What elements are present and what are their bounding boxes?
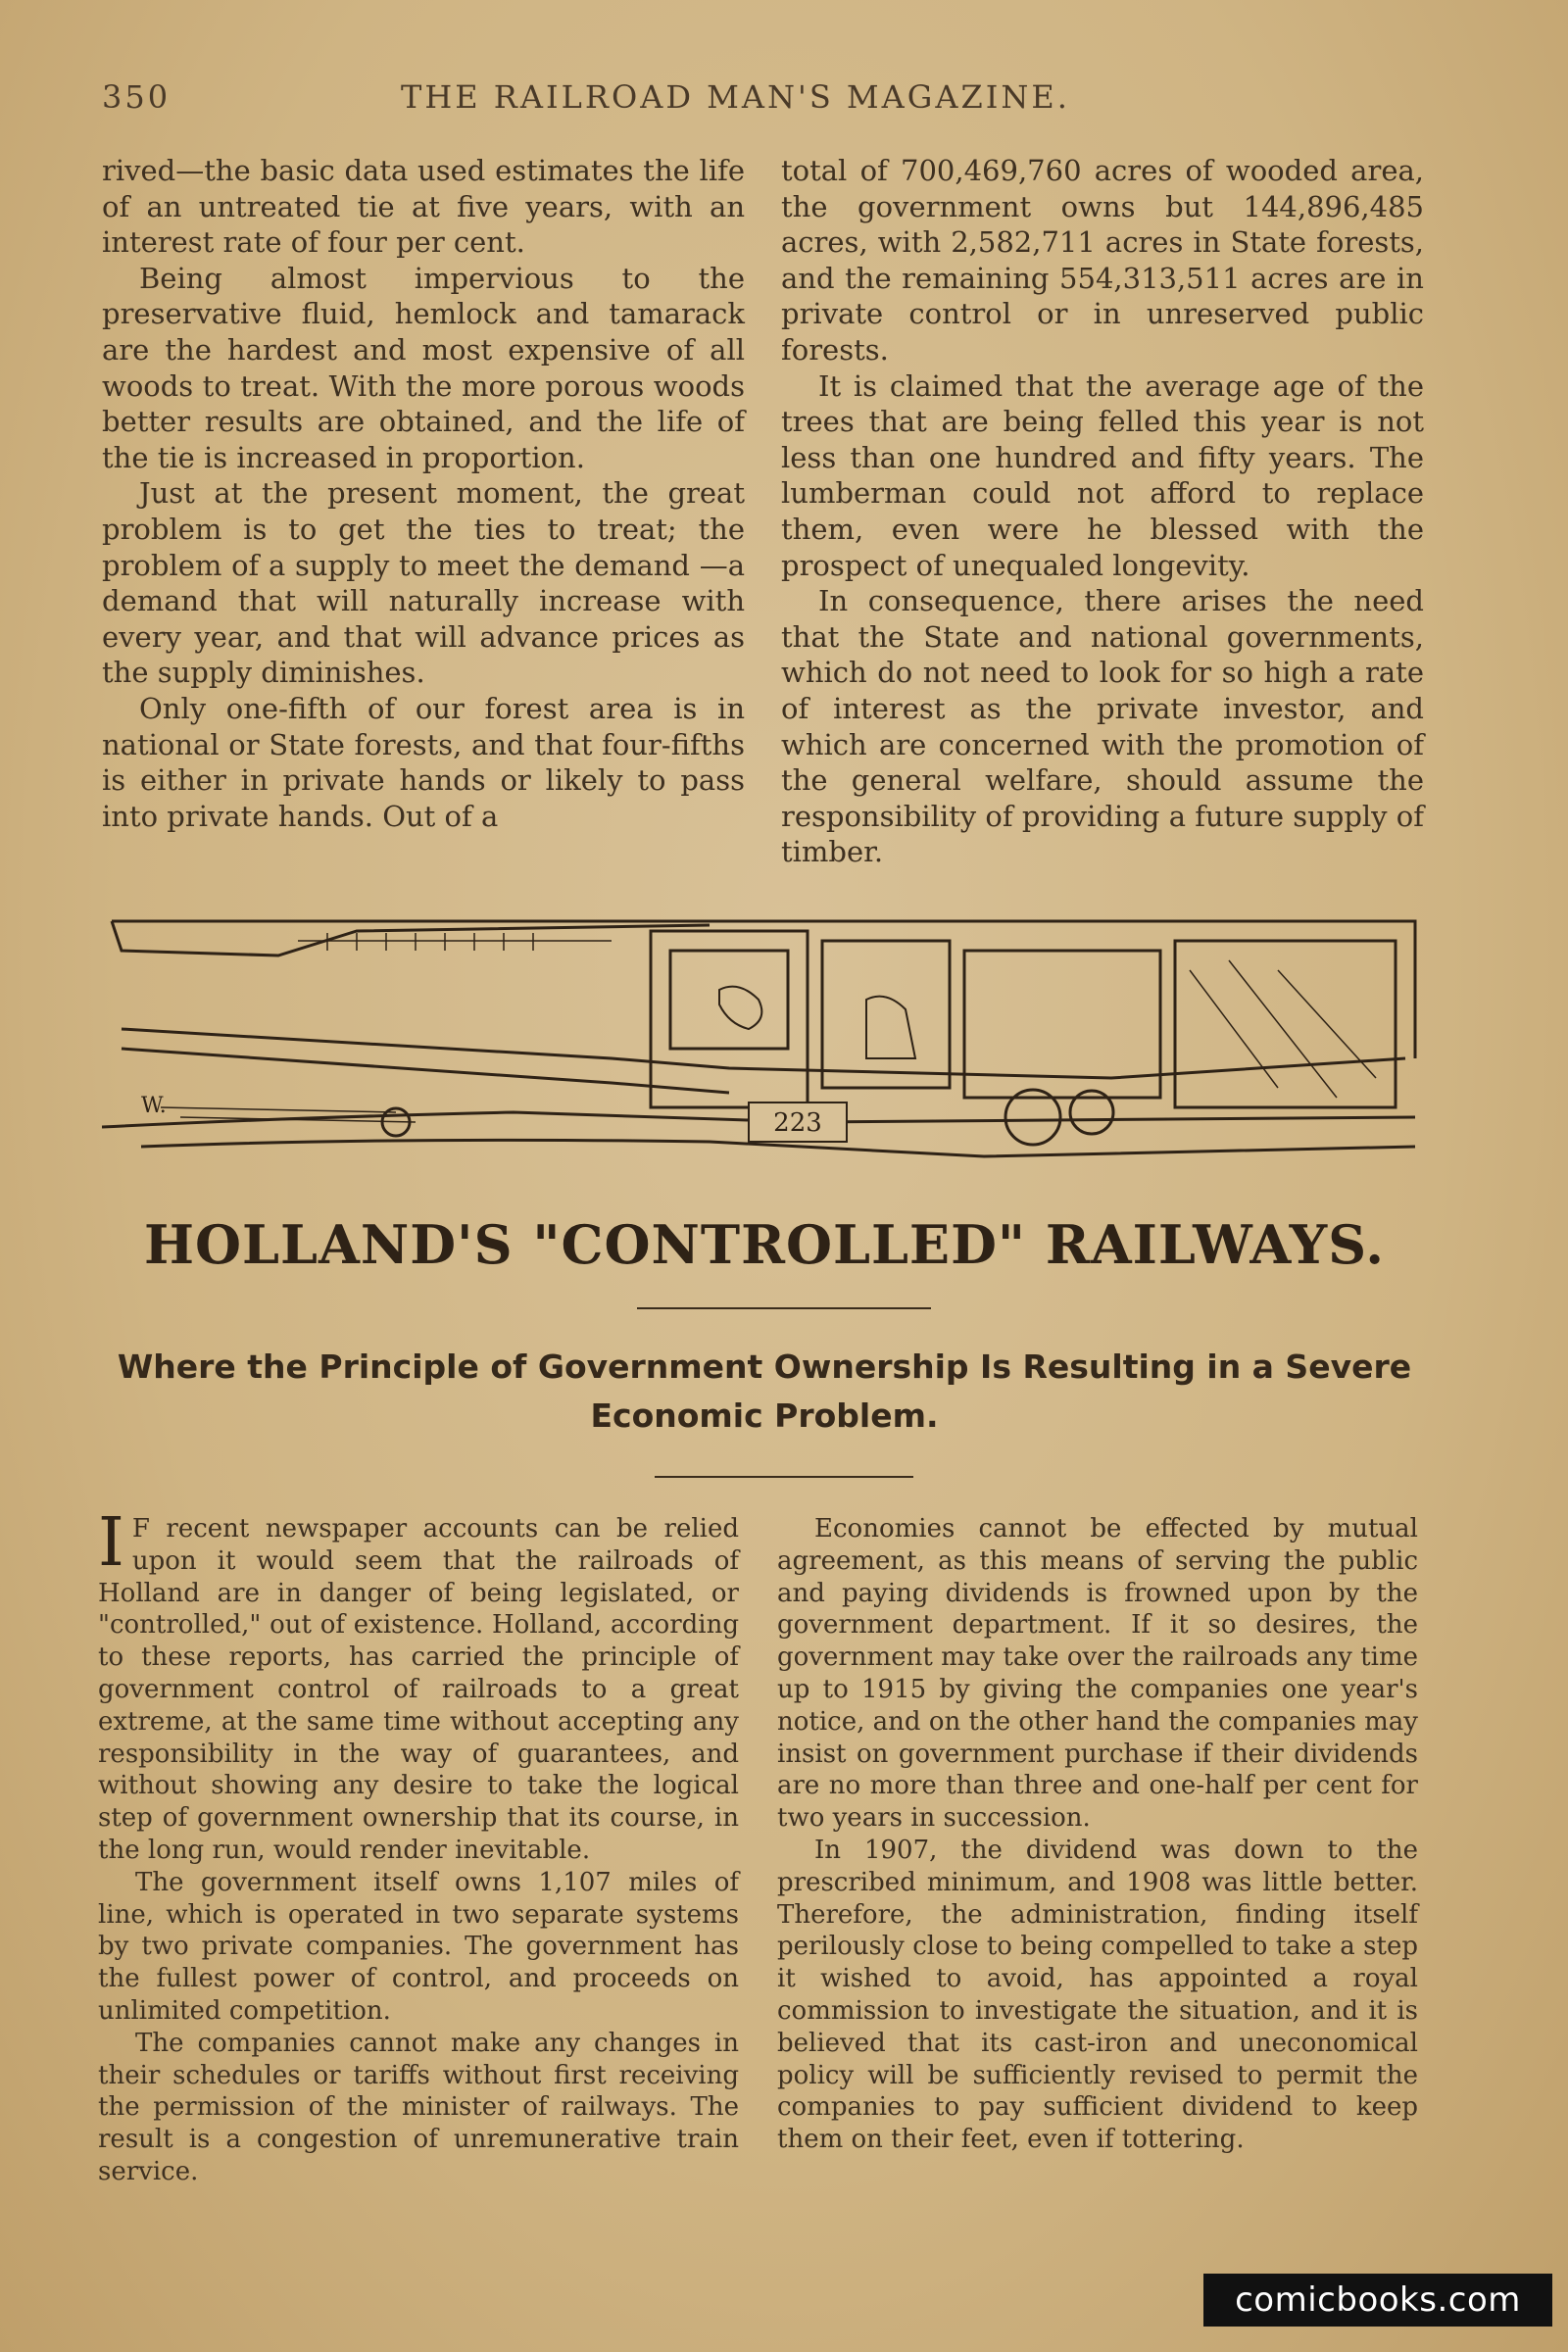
article-left-column xyxy=(98,1504,739,2188)
divider-rule xyxy=(637,1307,931,1309)
paragraph: It is claimed that the average age of the trees that are being felled this year is not less than one hundred and fifty years. The lumberman could not afford to replace them, even were he blessed with the prospect of unequaled longevity. xyxy=(781,368,1424,582)
paragraph: Being almost impervious to the preservative fluid, hemlock and tamarack are the hardest and most expensive of all woods to treat. With the more porous woods better results are obtained, and the life of the tie is increased in proportion. xyxy=(102,261,745,474)
paragraph: Just at the present moment, the great problem is to get the ties to treat; the problem of a supply to meet the demand —a demand that will naturally increase with every year, and that will advance prices as the supply diminishes. xyxy=(102,476,745,690)
paragraph: In 1907, the dividend was down to the prescribed minimum, and 1908 was little better. Therefore, the administration, finding itself perilously close to being compelled to take a step it wished to avoid, has appointed a royal commission to investigate the situation, and it is believed that its cast-iron and uneconomical policy will be sufficiently revised to permit the companies to pay sufficient dividend to keep them on their feet, even if tottering. xyxy=(777,1835,1418,2155)
artist-mark: W. xyxy=(141,1094,167,1118)
paragraph: Economies cannot be effected by mutual agreement, as this means of serving the public and paying dividends is frowned upon by the government department. If it so desires, the government may take over the railroads any time up to 1915 by giving the companies one year's notice, and on the other hand the companies may insist on government purchase if their dividends are no more than three and one-half per cent for two years in succession. xyxy=(777,1514,1418,1834)
top-left-column xyxy=(102,153,745,834)
paragraph: The government itself owns 1,107 miles of line, which is operated in two separate systems by two private companies. The government has the fullest power of control, and proceeds on unlimited competition. xyxy=(98,1867,739,2026)
page-header xyxy=(102,78,1278,127)
article-subtitle: Where the Principle of Government Ownership Is Resulting in a Severe Economic Problem. xyxy=(117,1348,1412,1435)
source-watermark: comicbooks.com xyxy=(1203,2274,1552,2327)
paragraph xyxy=(98,1504,739,1867)
opening-text: F recent newspaper accounts can be relied upon it would seem that the railroads of Holland are in danger of being legislated, or "controlled," out of existence. Holland, according to these reports, has carried the principle of government control of railroads to a great extreme, at the same time without accepting any responsibility in the way of guarantees, and without showing any desire to take the logical step of government ownership that its course, in the long run, would render inevitable. xyxy=(98,1514,739,1865)
article-right-column xyxy=(777,1513,1418,2156)
locomotive-illustration xyxy=(102,911,1427,1196)
top-right-column xyxy=(781,153,1424,870)
paragraph: In consequence, there arises the need that the State and national governments, which do not need to look for so high a rate of interest as the private investor, and which are concerned with the promotion of the general welfare, should assume the responsibility of providing a future supply of timber. xyxy=(781,584,1424,869)
paragraph: Only one-fifth of our forest area is in national or State forests, and that four-fifths is either in private hands or likely to pass into private hands. Out of a xyxy=(102,691,745,833)
page-number: 350 xyxy=(102,78,172,116)
paragraph: The companies cannot make any changes in their schedules or tariffs without first receiving the permission of the minister of railways. The result is a congestion of unremunerative train service. xyxy=(98,2028,739,2186)
article-headline: HOLLAND'S "CONTROLLED" RAILWAYS. xyxy=(143,1213,1386,1276)
running-title: THE RAILROAD MAN'S MAGAZINE. xyxy=(401,78,1070,116)
divider-rule xyxy=(655,1476,913,1478)
paragraph: total of 700,469,760 acres of wooded area, the government owns but 144,896,485 acres, with 2,582,711 acres in State forests, and the remaining 554,313,511 acres are in private control or in unreserved public forests. xyxy=(781,154,1424,367)
paragraph: rived—the basic data used estimates the life of an untreated tie at five years, with an interest rate of four per cent. xyxy=(102,154,745,260)
drop-cap: I xyxy=(98,1504,124,1582)
locomotive-number: 223 xyxy=(773,1108,822,1138)
